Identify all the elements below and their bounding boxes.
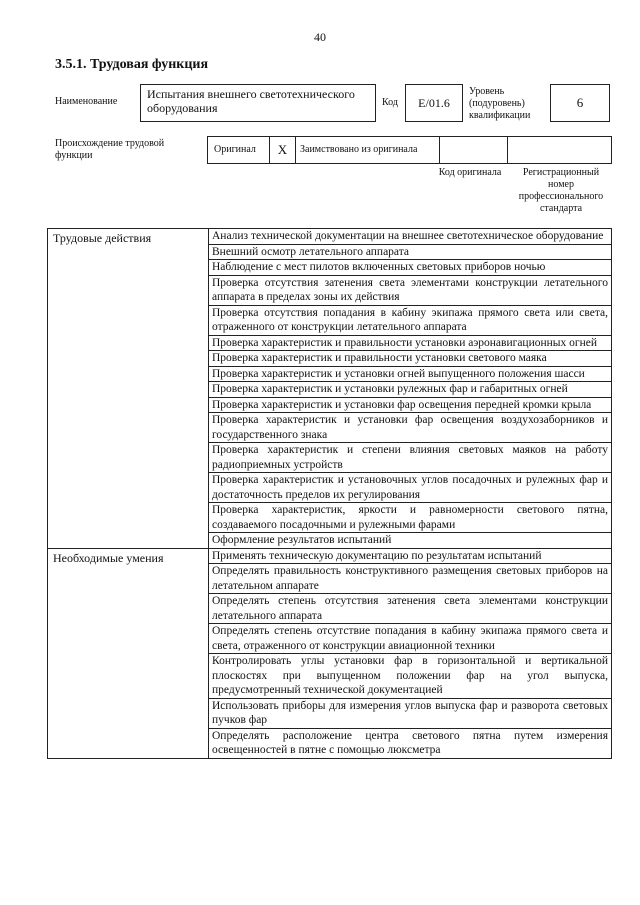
table-cell-item: Применять техническую документацию по результатам испытаний	[209, 548, 612, 564]
origin-row	[207, 136, 612, 164]
original-mark: X	[277, 142, 288, 157]
table-cell-item: Анализ технической документации на внешнее светотехническое оборудование	[209, 229, 612, 245]
borrowed-label: Заимствовано из оригинала	[300, 144, 418, 155]
table-cell-item: Определять степень отсутствие попадания в кабину экипажа прямого света и света, отраженного от конструкции авиационной техники	[209, 624, 612, 654]
page-number: 40	[314, 30, 326, 44]
table-cell-item: Проверка характеристик и установки фар освещения воздухозаборников и государственного знака	[209, 413, 612, 443]
table-cell-item: Проверка характеристик, яркости и равномерности светового пятна, создаваемого посадочными и рулежными фарами	[209, 503, 612, 533]
caption-reg-number: Регистрационный номер профессионального стандарта	[518, 167, 604, 214]
table-cell-item: Проверка характеристик и установки фар освещения передней кромки крыла	[209, 397, 612, 413]
table-cell-item: Проверка характеристик и установки огней выпущенного положения шасси	[209, 366, 612, 382]
table-cell-item: Определять степень отсутствия затенения света элементами конструкции летательного аппарата	[209, 594, 612, 624]
table-cell-item: Определять расположение центра светового пятна путем измерения освещенностей в пятне с помощью люксметра	[209, 728, 612, 758]
table-cell-item: Проверка характеристик и правильности установки аэронавигационных огней	[209, 335, 612, 351]
original-cell	[208, 137, 270, 163]
section-heading: Трудовые действия	[48, 229, 209, 549]
table-cell-item: Контролировать углы установки фар в горизонтальной и вертикальной плоскостях при выпущенном положении фар на угол выпуска, предусмотренный технической документацией	[209, 654, 612, 699]
borrowed-cell	[296, 137, 440, 163]
table-cell-item: Проверка характеристик и установки рулежных фар и габаритных огней	[209, 382, 612, 398]
table-cell-item: Проверка характеристик и правильности установки светового маяка	[209, 351, 612, 367]
section-heading: Необходимые умения	[48, 548, 209, 758]
origin-label: Происхождение трудовой функции	[55, 138, 165, 161]
code-value: E/01.6	[418, 96, 450, 110]
level-label: Уровень (подуровень) квалификации	[469, 86, 531, 121]
original-mark-cell	[270, 137, 296, 163]
function-table	[47, 228, 612, 759]
origin-code-cell	[440, 137, 508, 163]
table-cell-item: Проверка отсутствия попадания в кабину экипажа прямого света или света, отраженного от конструкции летательного аппарата	[209, 305, 612, 335]
level-value-box	[550, 84, 610, 122]
table-row	[48, 548, 612, 564]
name-value: Испытания внешнего светотехнического оборудования	[147, 87, 355, 115]
code-value-box	[405, 84, 463, 122]
table-cell-item: Проверка характеристик и степени влияния световых маяков на работу радиоприемных устройств	[209, 443, 612, 473]
caption-code: Код оригинала	[438, 167, 502, 178]
table-cell-item: Проверка характеристик и установочных углов посадочных и рулежных фар и достаточность пределов их регулирования	[209, 473, 612, 503]
level-value: 6	[576, 95, 584, 110]
table-cell-item: Проверка отсутствия затенения света элементами конструкции летательного аппарата в пределах зоны их действия	[209, 275, 612, 305]
name-label: Наименование	[55, 96, 118, 107]
table-cell-item: Наблюдение с мест пилотов включенных световых приборов ночью	[209, 260, 612, 276]
name-value-box	[140, 84, 376, 122]
reg-number-cell	[508, 137, 611, 163]
table-row	[48, 229, 612, 245]
table-cell-item: Использовать приборы для измерения углов выпуска фар и разворота световых пучков фар	[209, 698, 612, 728]
table-cell-item: Определять правильность конструктивного размещения световых приборов на летательном аппарате	[209, 564, 612, 594]
original-label: Оригинал	[214, 144, 256, 155]
table-cell-item: Внешний осмотр летательного аппарата	[209, 244, 612, 260]
table-cell-item: Оформление результатов испытаний	[209, 533, 612, 549]
section-title: 3.5.1. Трудовая функция	[55, 57, 209, 72]
code-label: Код	[382, 97, 398, 108]
